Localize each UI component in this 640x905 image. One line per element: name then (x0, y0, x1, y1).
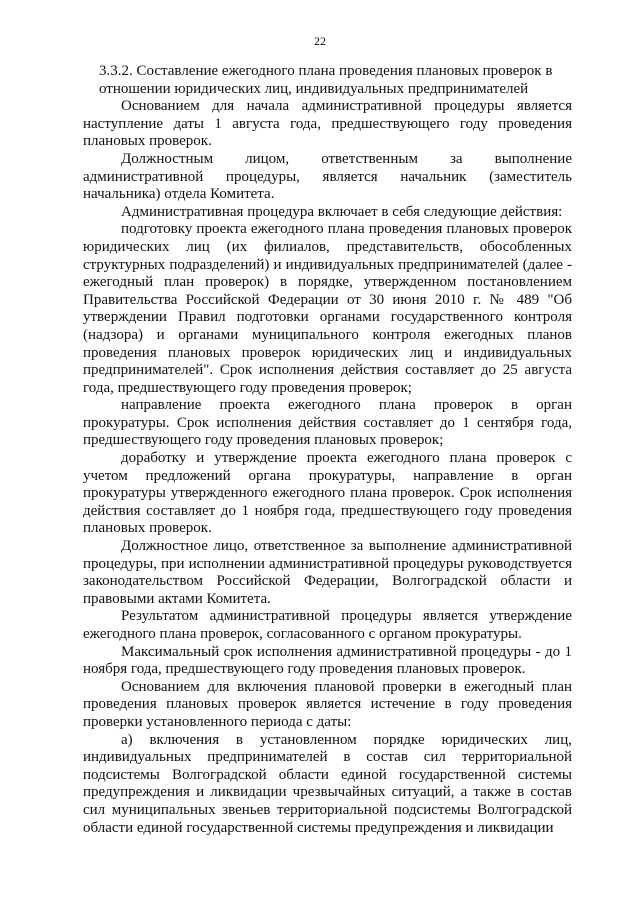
paragraph-actions-intro: Административная процедура включает в себя следующие действия: (121, 203, 563, 220)
section-heading: 3.3.2. Составление ежегодного плана проведения плановых проверок в (99, 63, 553, 79)
paragraph-legal-basis: Должностное лицо, ответственное за выполнение административной процедуры, при исполнении административной процедуры руководствуется законодательством Российской Федерации, Волгоградской области и правовыми актами Комитета. (83, 538, 572, 607)
paragraph-item-a: а) включения в установленном порядке юридических лиц, индивидуальных предпринимателей в состав сил территориальной подсистемы Волгоградской области единой государственной системы предупреждения и ликвидации чрезвычайных ситуаций, а также в состав сил муниципальных звеньев территориальной подсистемы Волгоградской области единой государственной системы предупреждения и ликвидации (83, 731, 572, 836)
document-body (83, 63, 572, 837)
paragraph-responsible-official: Должностным лицом, ответственным за выполнение административной процедуры, является начальник (заместитель начальника) отдела Комитета. (83, 150, 572, 203)
paragraph-action-sending: направление проекта ежегодного плана проверок в орган прокуратуры. Срок исполнения действия составляет до 1 сентября года, предшествующего году проведения плановых проверок; (83, 397, 572, 449)
paragraph-basis: Основанием для начала административной процедуры является наступление даты 1 августа года, предшествующего году проведения плановых проверок. (83, 98, 572, 150)
paragraph-result: Результатом административной процедуры является утверждение ежегодного плана проверок, согласованного с органом прокуратуры. (83, 608, 572, 642)
section-heading-continuation: отношении юридических лиц, индивидуальных предпринимателей (99, 80, 529, 97)
paragraph-action-preparation: подготовку проекта ежегодного плана проведения плановых проверок юридических лиц (их филиалов, представительств, обособленных структурных подразделений) и индивидуальных предпринимателей (далее - ежегодный план проверок) в порядке, утвержденном постановлением Правительства Российской Федерации от 30 июня 2010 г. № 489 "Об утверждении Правил подготовки органами государственного контроля (надзора) и органами муниципального контроля ежегодных планов проведения плановых проверок юридических лиц и индивидуальных предпринимателей". Срок исполнения действия составляет до 25 августа года, предшествующего году проведения проверок; (83, 221, 572, 396)
paragraph-max-term: Максимальный срок исполнения административной процедуры - до 1 ноября года, предшествующего году проведения плановых проверок. (83, 643, 572, 678)
paragraph-action-approval: доработку и утверждение проекта ежегодного плана проверок с учетом предложений органа прокуратуры, направление в орган прокуратуры утвержденного ежегодного плана проверок. Срок исполнения действия составляет до 1 ноября года, предшествующего году проведения плановых проверок. (83, 450, 572, 537)
paragraph-inclusion-basis: Основанием для включения плановой проверки в ежегодный план проведения плановых проверок является истечение в году проведения проверки установленного периода с даты: (83, 678, 572, 730)
page-number: 22 (314, 34, 326, 48)
